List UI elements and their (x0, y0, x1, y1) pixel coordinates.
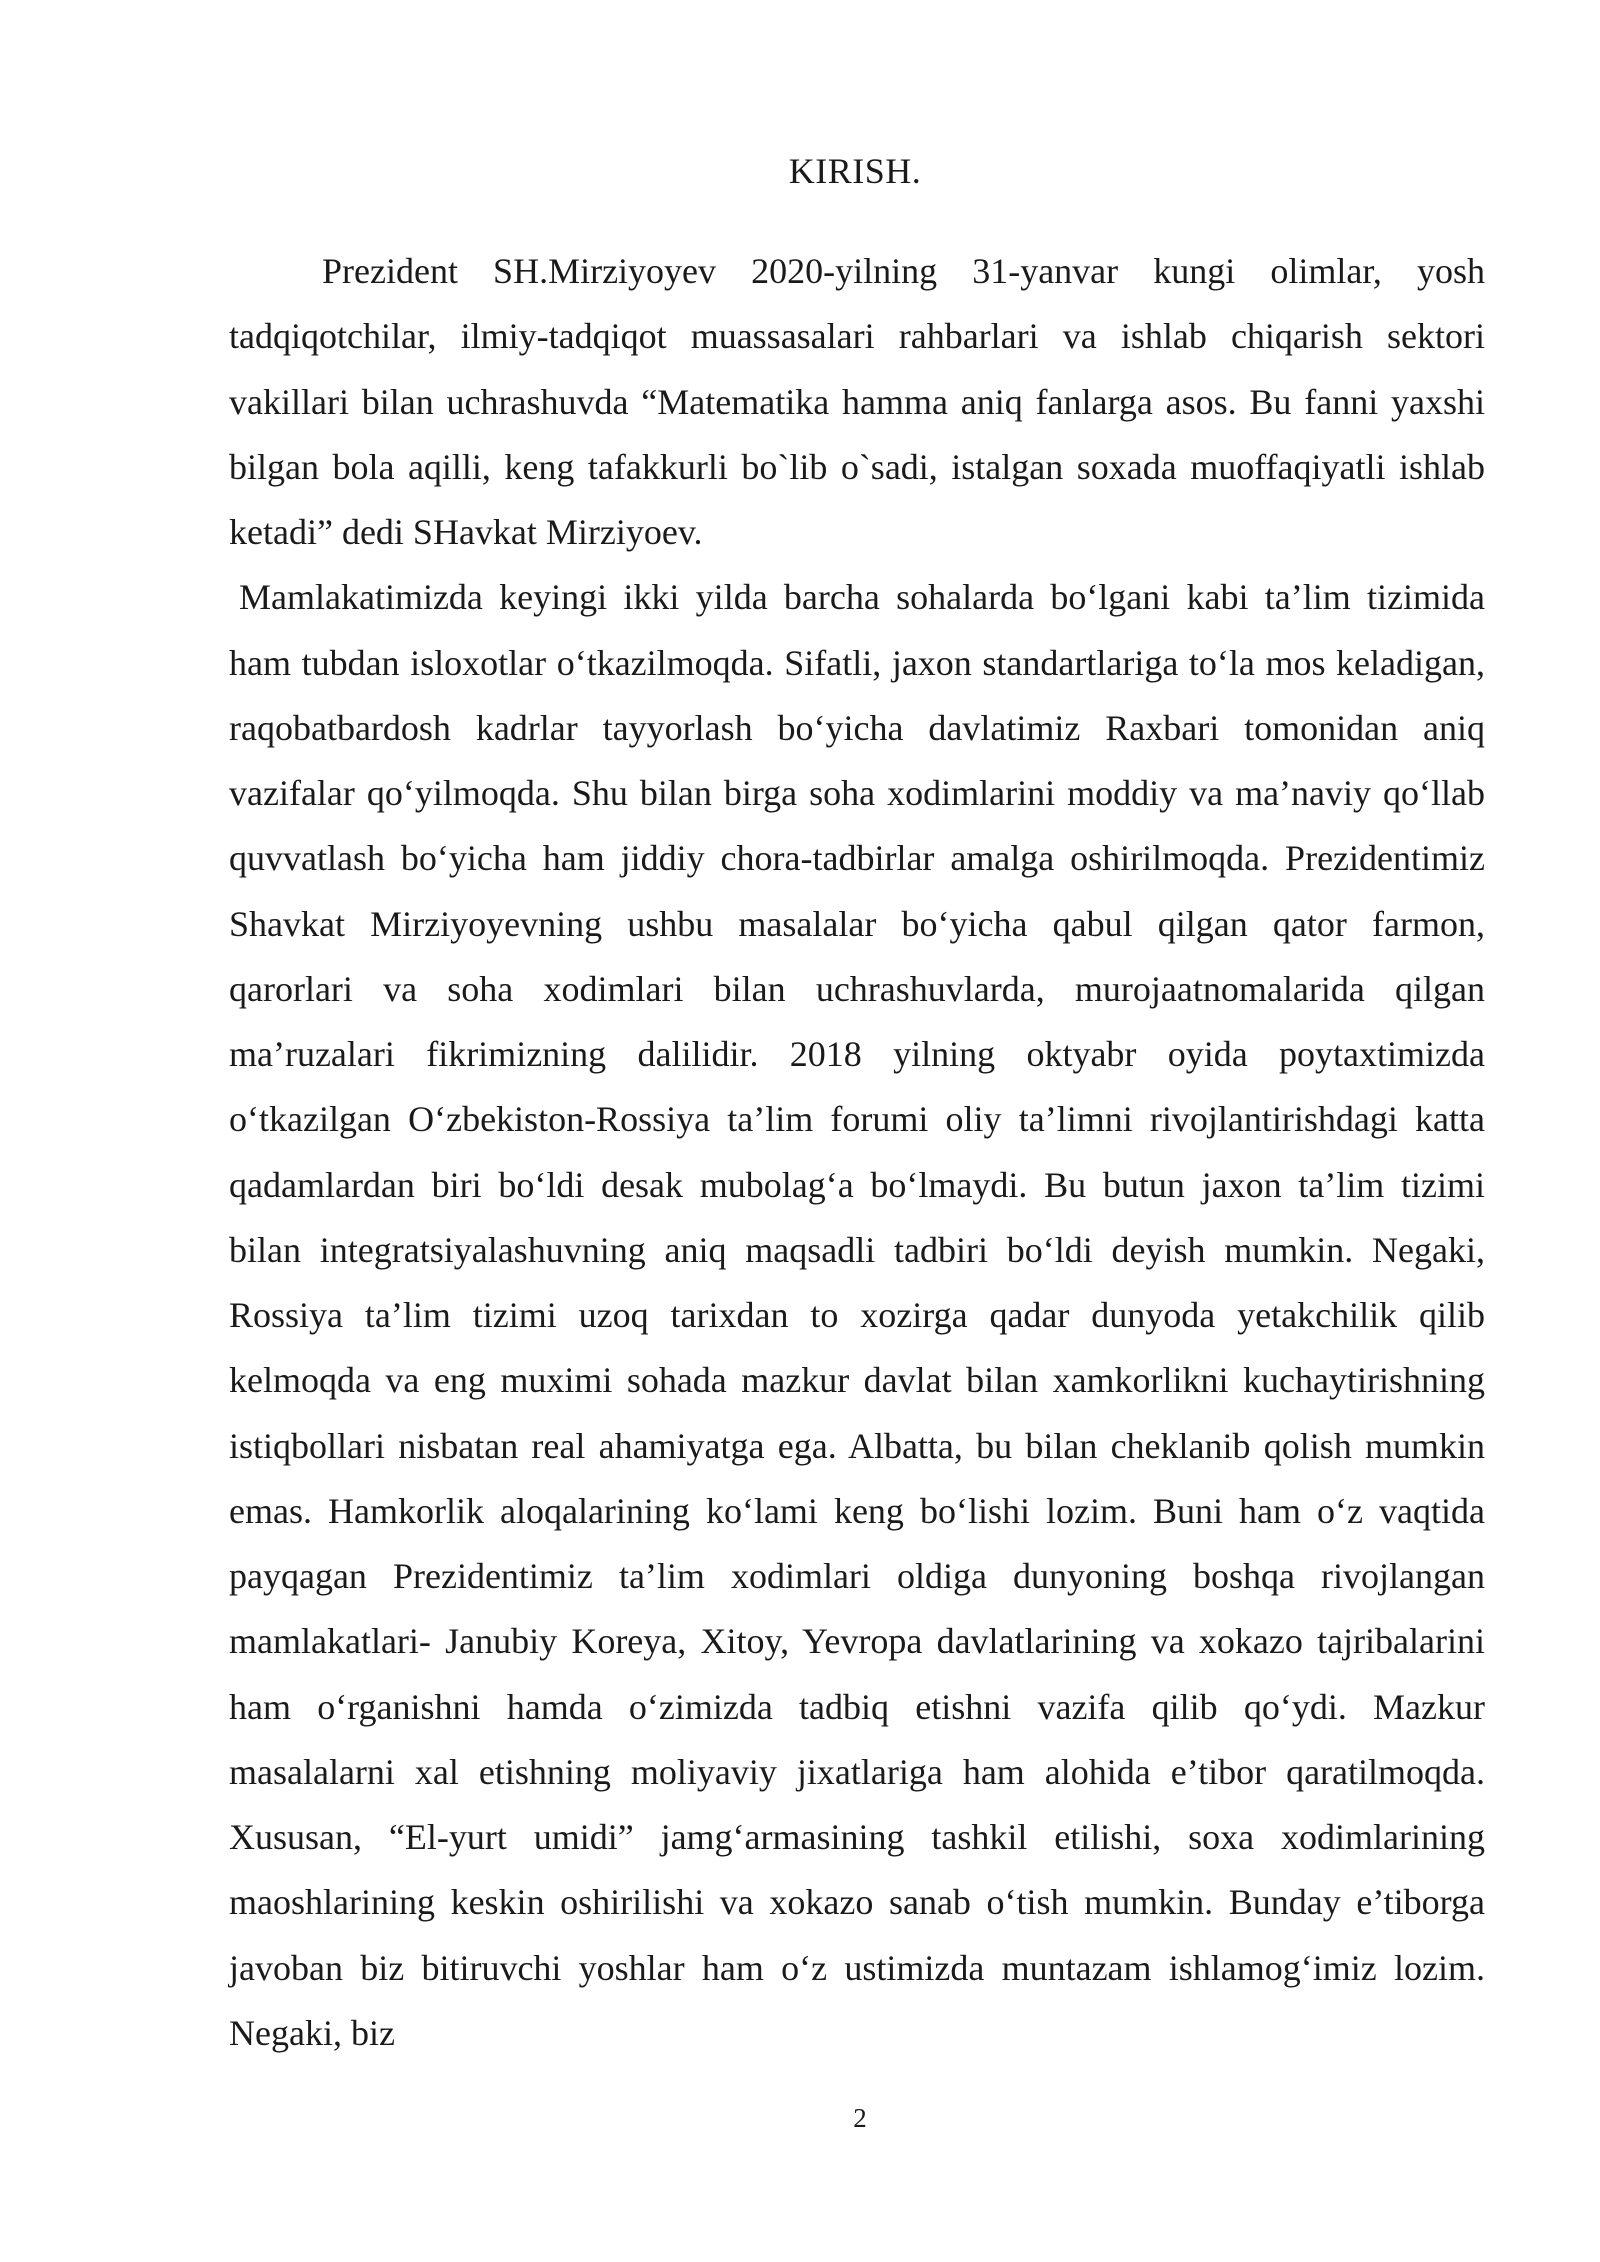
paragraph-2: Mamlakatimizda keyingi ikki yilda barcha sohalarda bo‘lgani kabi ta’lim tizimida ham tubdan isloxotlar o‘tkazilmoqda. Sifatli, jaxon standartlariga to‘la mos keladigan, raqobatbardosh kadrlar tayyorlash bo‘yicha davlatimiz Raxbari tomonidan aniq vazifalar qo‘yilmoqda. Shu bilan birga soha xodimlarini moddiy va ma’naviy qo‘llab quvvatlash bo‘yicha ham jiddiy chora-tadbirlar amalga oshirilmoqda. Prezidentimiz Shavkat Mirziyoyevning ushbu masalalar bo‘yicha qabul qilgan qator farmon, qarorlari va soha xodimlari bilan uchrashuvlarda, murojaatnomalarida qilgan ma’ruzalari fikrimizning dalilidir. 2018 yilning oktyabr oyida poytaxtimizda o‘tkazilgan O‘zbekiston-Rossiya ta’lim forumi oliy ta’limni rivojlantirishdagi katta qadamlardan biri bo‘ldi desak mubolag‘a bo‘lmaydi. Bu butun jaxon ta’lim tizimi bilan integratsiyalashuvning aniq maqsadli tadbiri bo‘ldi deyish mumkin. Negaki, Rossiya ta’lim tizimi uzoq tarixdan to xozirga qadar dunyoda yetakchilik qilib kelmoqda va eng muximi sohada mazkur davlat bilan xamkorlikni kuchaytirishning istiqbollari nisbatan real ahamiyatga ega. Albatta, bu bilan cheklanib qolish mumkin emas. Hamkorlik aloqalarining ko‘lami keng bo‘lishi lozim. Buni ham o‘z vaqtida payqagan Prezidentimiz ta’lim xodimlari oldiga dunyoning boshqa rivojlangan mamlakatlari- Janubiy Koreya, Xitoy, Yevropa davlatlarining va xokazo tajribalarini ham o‘rganishni hamda o‘zimizda tadbiq etishni vazifa qilib qo‘ydi. Mazkur masalalarni xal etishning moliyaviy jixatlariga ham alohida e’tibor qaratilmoqda. Xususan, “El-yurt umidi” jamg‘armasining tashkil etilishi, soxa xodimlarining maoshlarining keskin oshirilishi va xokazo sanab o‘tish mumkin. Bunday e’tiborga javoban biz bitiruvchi yoshlar ham o‘z ustimizda muntazam ishlamog‘imiz lozim. Negaki, biz (229, 577, 1485, 2053)
page-number: 2 (853, 2103, 867, 2133)
document-body (229, 239, 1485, 2066)
paragraph-1: Prezident SH.Mirziyoyev 2020-yilning 31-yanvar kungi olimlar, yosh tadqiqotchilar, ilmiy-tadqiqot muassasalari rahbarlari va ishlab chiqarish sektori vakillari bilan uchrashuvda “Matematika hamma aniq fanlarga asos. Bu fanni yaxshi bilgan bola aqilli, keng tafakkurli bo`lib o`sadi, istalgan soxada muoffaqiyatli ishlab ketadi” dedi SHavkat Mirziyoev. (229, 251, 1485, 552)
page-title: KIRISH. (788, 151, 922, 191)
